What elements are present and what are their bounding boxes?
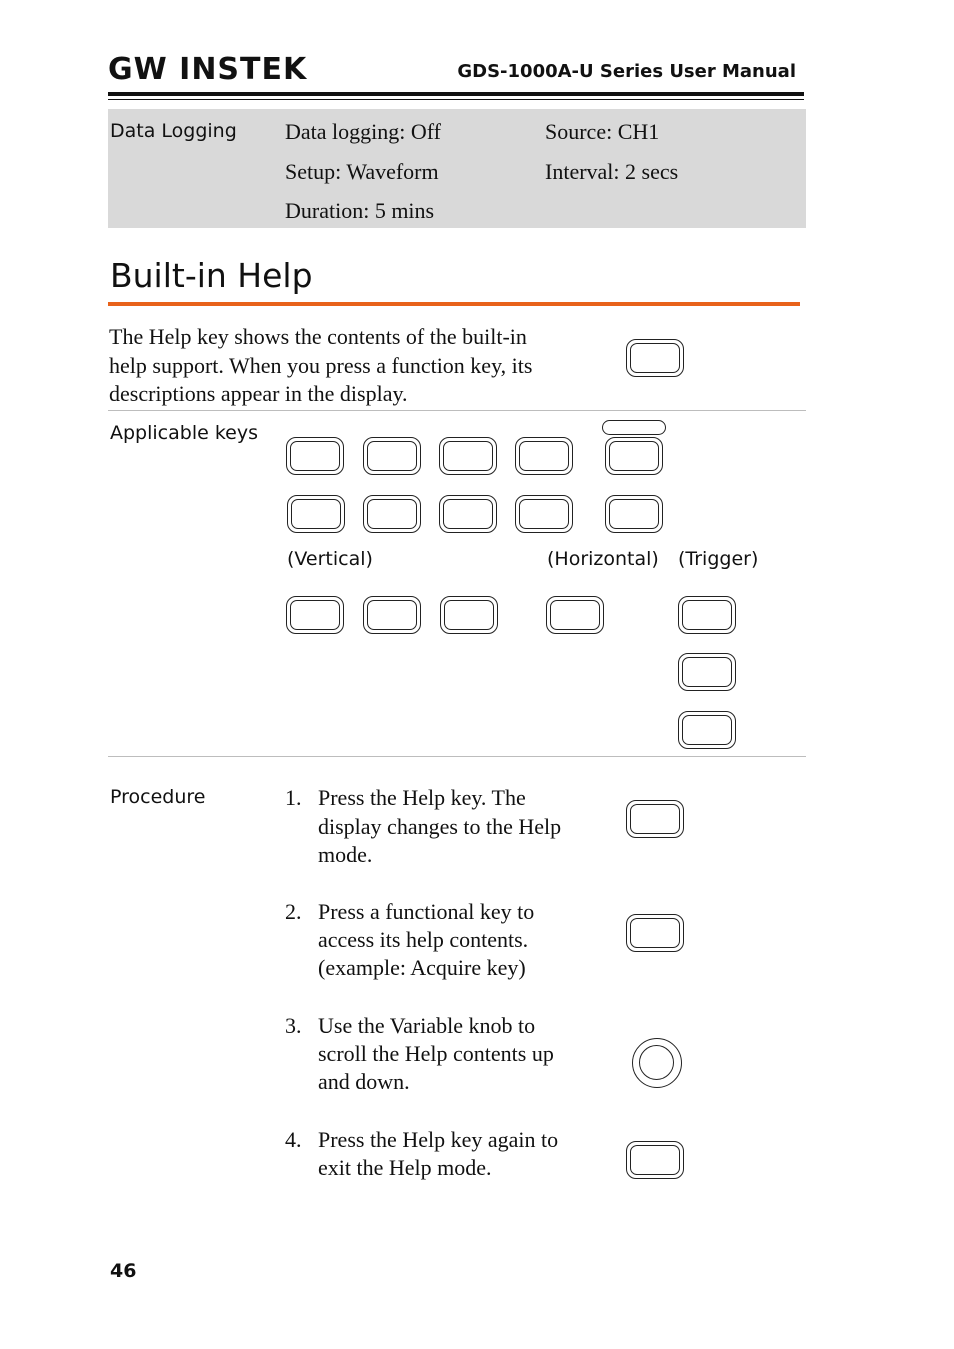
bar-key-icon [602, 420, 666, 435]
intro-line-2: help support. When you press a function key, its [109, 353, 533, 378]
intro-line-3: descriptions appear in the display. [109, 381, 408, 406]
vertical-key-icon [440, 596, 498, 634]
trigger-key-icon [678, 596, 736, 634]
brand-logo: GW INSTEK [108, 52, 308, 87]
variable-knob-icon [632, 1038, 682, 1088]
data-logging-duration: Duration: 5 mins [285, 198, 435, 223]
section-title: Built-in Help [110, 256, 313, 295]
step-2-line-3: (example: Acquire key) [318, 955, 526, 980]
step-number: 2. [285, 899, 302, 924]
step-4-line-2: exit the Help mode. [318, 1155, 492, 1180]
step-1-line-3: mode. [318, 842, 373, 867]
vertical-key-icon [286, 596, 344, 634]
help-key-icon [626, 800, 684, 838]
data-logging-interval: Interval: 2 secs [545, 159, 679, 184]
step-1-line-1: Press the Help key. The [318, 785, 526, 810]
function-key-icon [515, 495, 573, 533]
data-logging-source: Source: CH1 [545, 119, 660, 144]
manual-title: GDS-1000A-U Series User Manual [457, 61, 796, 82]
function-key-icon [605, 495, 663, 533]
step-3-line-3: and down. [318, 1069, 410, 1094]
function-key-icon [439, 437, 497, 475]
data-logging-setup: Setup: Waveform [285, 159, 439, 184]
step-3-line-1: Use the Variable knob to [318, 1013, 536, 1038]
step-number: 1. [285, 785, 302, 810]
header-rule-thin [108, 99, 804, 100]
header-rule-thick [108, 92, 804, 96]
data-logging-status: Data logging: Off [285, 119, 442, 144]
procedure-label: Procedure [110, 786, 206, 808]
section-title-rule [108, 302, 800, 306]
horizontal-group-label: (Horizontal) [547, 548, 659, 570]
function-key-icon [515, 437, 573, 475]
function-key-icon [363, 495, 421, 533]
help-key-icon [626, 1141, 684, 1179]
data-logging-label: Data Logging [110, 120, 237, 142]
divider-applicable [108, 756, 806, 757]
function-key-icon [363, 437, 421, 475]
vertical-group-label: (Vertical) [287, 548, 373, 570]
horizontal-key-icon [546, 596, 604, 634]
step-2-line-1: Press a functional key to [318, 899, 535, 924]
step-2-line-2: access its help contents. [318, 927, 529, 952]
step-number: 3. [285, 1013, 302, 1038]
step-4-line-1: Press the Help key again to [318, 1127, 559, 1152]
trigger-key-icon [678, 653, 736, 691]
function-key-icon [605, 437, 663, 475]
step-3-line-2: scroll the Help contents up [318, 1041, 554, 1066]
intro-line-1: The Help key shows the contents of the built-in [109, 324, 527, 349]
trigger-group-label: (Trigger) [678, 548, 759, 570]
divider-intro [108, 410, 806, 411]
vertical-key-icon [363, 596, 421, 634]
applicable-keys-label: Applicable keys [110, 422, 258, 444]
function-key-icon [439, 495, 497, 533]
step-number: 4. [285, 1127, 302, 1152]
step-1-line-2: display changes to the Help [318, 814, 562, 839]
trigger-key-icon [678, 711, 736, 749]
acquire-key-icon [626, 914, 684, 952]
function-key-icon [286, 437, 344, 475]
help-key-icon [626, 339, 684, 377]
page-number: 46 [110, 1260, 137, 1282]
function-key-icon [287, 495, 345, 533]
